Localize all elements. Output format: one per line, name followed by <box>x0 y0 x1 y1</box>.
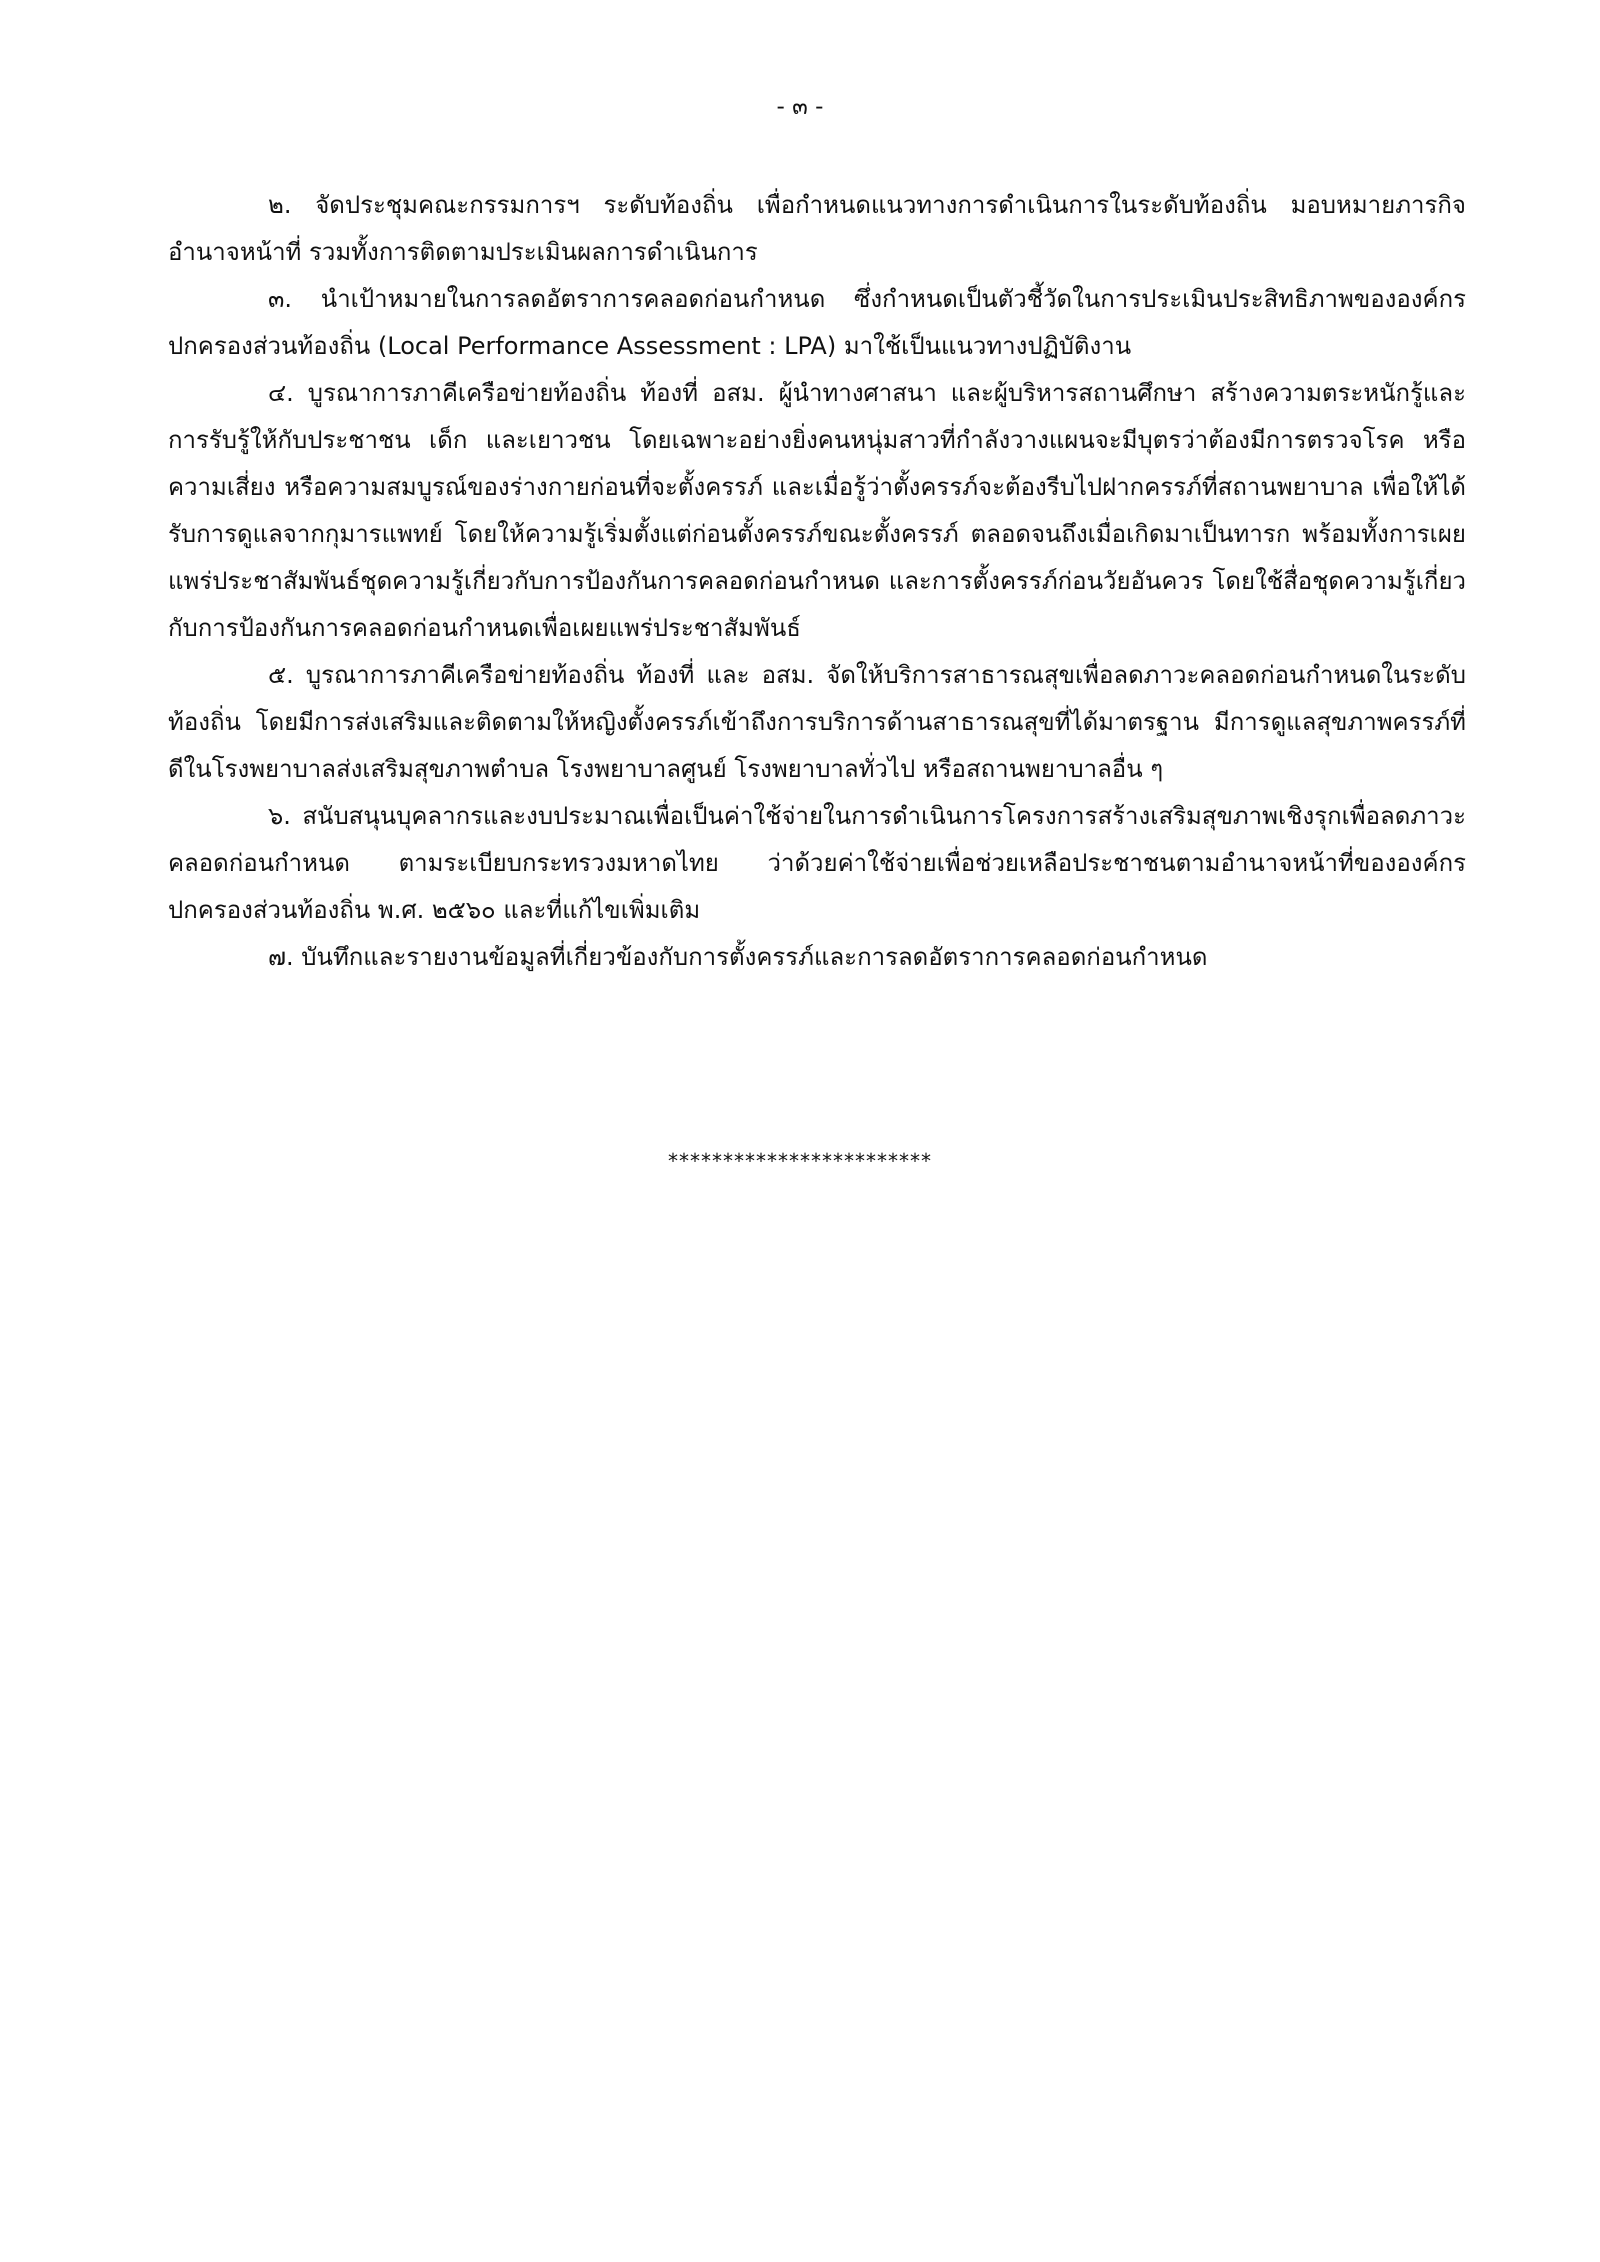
end-separator: ************************ <box>668 1149 932 1173</box>
paragraph-item-5: ๕. บูรณาการภาคีเครือข่ายท้องถิ่น ท้องที่ และ อสม. จัดให้บริการสาธารณสุขเพื่อลดภาวะคลอดก่อนกำหนดในระดับท้องถิ่น โดยมีการส่งเสริมและติดตามให้หญิงตั้งครรภ์เข้าถึงการบริการด้านสาธารณสุขที่ได้มาตรฐาน มีการดูแลสุขภาพครรภ์ที่ดีในโรงพยาบาลส่งเสริมสุขภาพตำบล โรงพยาบาลศูนย์ โรงพยาบาลทั่วไป หรือสถานพยาบาลอื่น ๆ <box>168 661 1466 783</box>
paragraph-item-4: ๔. บูรณาการภาคีเครือข่ายท้องถิ่น ท้องที่ อสม. ผู้นำทางศาสนา และผู้บริหารสถานศึกษา สร้างความตระหนักรู้และการรับรู้ให้กับประชาชน เด็ก และเยาวชน โดยเฉพาะอย่างยิ่งคนหนุ่มสาวที่กำลังวางแผนจะมีบุตรว่าต้องมีการตรวจโรค หรือความเสี่ยง หรือความสมบูรณ์ของร่างกายก่อนที่จะตั้งครรภ์ และเมื่อรู้ว่าตั้งครรภ์จะต้องรีบไปฝากครรภ์ที่สถานพยาบาล เพื่อให้ได้รับการดูแลจากกุมารแพทย์ โดยให้ความรู้เริ่มตั้งแต่ก่อนตั้งครรภ์ขณะตั้งครรภ์ ตลอดจนถึงเมื่อเกิดมาเป็นทารก พร้อมทั้งการเผยแพร่ประชาสัมพันธ์ชุดความรู้เกี่ยวกับการป้องกันการคลอดก่อนกำหนด และการตั้งครรภ์ก่อนวัยอันควร โดยใช้สื่อชุดความรู้เกี่ยวกับการป้องกันการคลอดก่อนกำหนดเพื่อเผยแพร่ประชาสัมพันธ์ <box>168 379 1466 642</box>
document-body <box>168 182 1466 981</box>
paragraph-item-2: ๒. จัดประชุมคณะกรรมการฯ ระดับท้องถิ่น เพื่อกำหนดแนวทางการดำเนินการในระดับท้องถิ่น มอบหมายภารกิจ อำนาจหน้าที่ รวมทั้งการติดตามประเมินผลการดำเนินการ <box>168 191 1466 266</box>
paragraph-item-7: ๗. บันทึกและรายงานข้อมูลที่เกี่ยวข้องกับการตั้งครรภ์และการลดอัตราการคลอดก่อนกำหนด <box>268 943 1208 971</box>
page-number: - ๓ - <box>776 94 824 120</box>
paragraph-item-6: ๖. สนับสนุนบุคลากรและงบประมาณเพื่อเป็นค่าใช้จ่ายในการดำเนินการโครงการสร้างเสริมสุขภาพเชิงรุกเพื่อลดภาวะคลอดก่อนกำหนด ตามระเบียบกระทรวงมหาดไทย ว่าด้วยค่าใช้จ่ายเพื่อช่วยเหลือประชาชนตามอำนาจหน้าที่ขององค์กรปกครองส่วนท้องถิ่น พ.ศ. ๒๕๖๐ และที่แก้ไขเพิ่มเติม <box>168 802 1466 924</box>
paragraph-item-3: ๓. นำเป้าหมายในการลดอัตราการคลอดก่อนกำหนด ซึ่งกำหนดเป็นตัวชี้วัดในการประเมินประสิทธิภาพขององค์กรปกครองส่วนท้องถิ่น (Local Performance Assessment : LPA) มาใช้เป็นแนวทางปฏิบัติงาน <box>168 285 1466 360</box>
